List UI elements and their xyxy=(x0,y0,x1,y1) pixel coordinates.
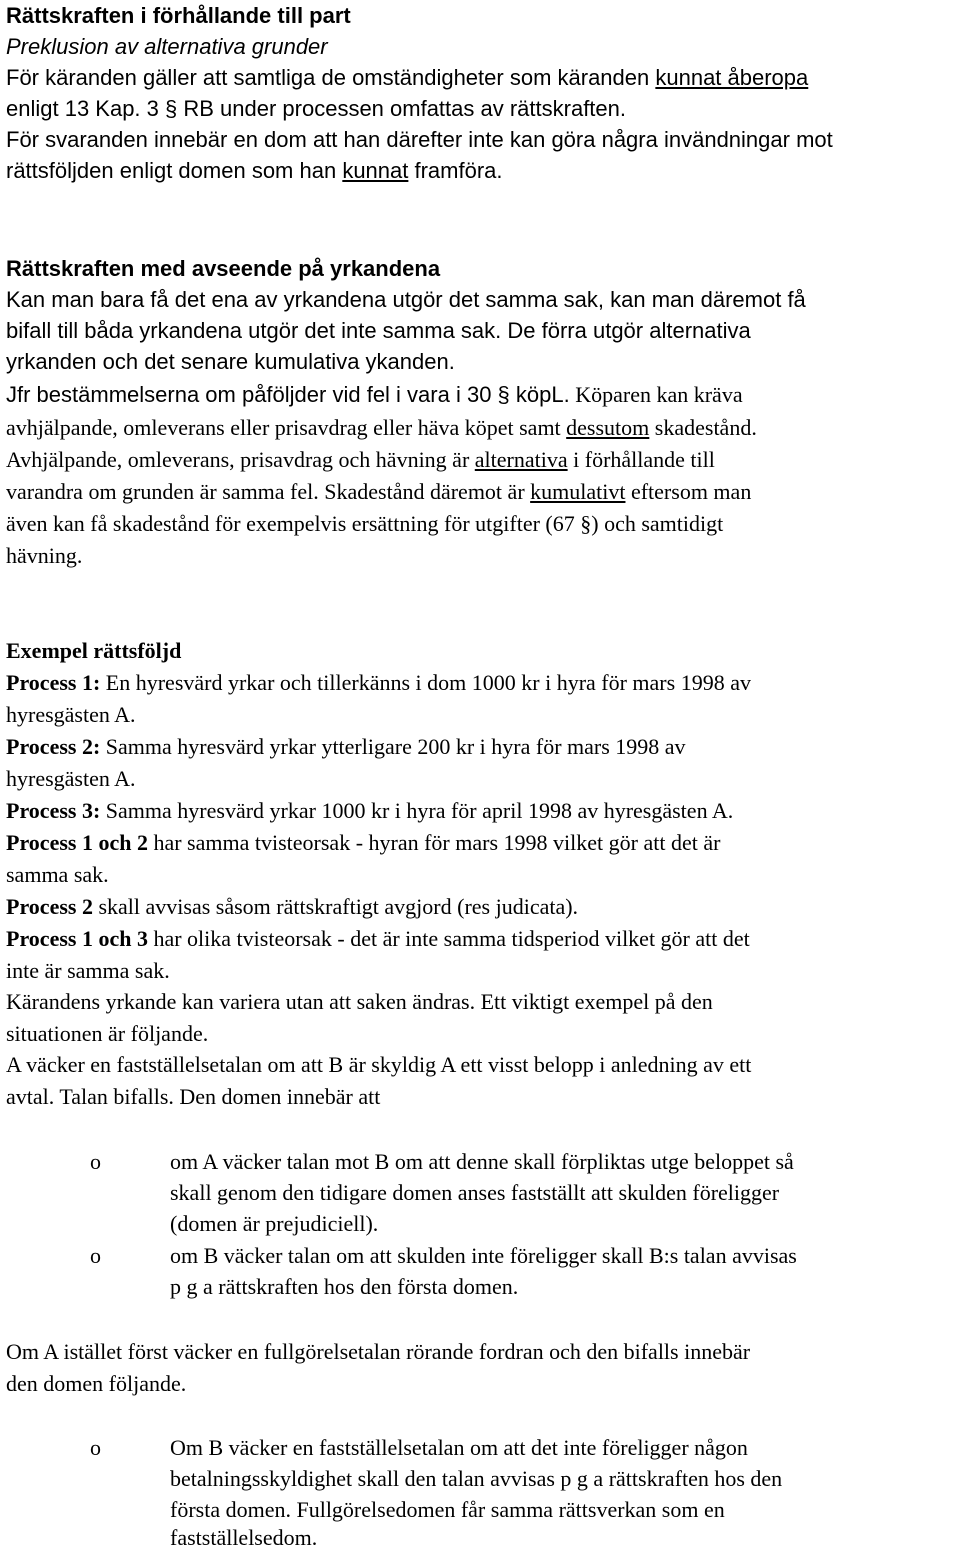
paragraph-line: avhjälpande, omleverans eller prisavdrag eller häva köpet samt dessutom skadestånd. xyxy=(6,415,757,440)
list-item-line: skall genom den tidigare domen anses fastställt att skulden föreligger xyxy=(170,1180,780,1205)
section-title-yrkandena: Rättskraften med avseende på yrkandena xyxy=(6,256,441,281)
paragraph-line: även kan få skadestånd för exempelvis ersättning för utgifter (67 §) och samtidigt xyxy=(6,511,724,536)
list-bullet: o xyxy=(90,1435,101,1460)
paragraph-line: bifall till båda yrkandena utgör det inte samma sak. De förra utgör alternativa xyxy=(6,318,751,343)
list-item-line: Om B väcker en fastställelsetalan om att det inte föreligger någon xyxy=(170,1435,748,1460)
paragraph-line: Process 1 och 2 har samma tvisteorsak - hyran för mars 1998 vilket gör att det är xyxy=(6,830,721,855)
paragraph-line: rättsföljden enligt domen som han kunnat framföra. xyxy=(6,158,503,183)
list-item-line: om A väcker talan mot B om att denne skall förpliktas utge beloppet så xyxy=(170,1149,794,1174)
paragraph-line: varandra om grunden är samma fel. Skadestånd däremot är kumulativt eftersom man xyxy=(6,479,752,504)
list-item-line: om B väcker talan om att skulden inte föreligger skall B:s talan avvisas xyxy=(170,1243,797,1268)
section-title-exempel: Exempel rättsföljd xyxy=(6,638,182,663)
paragraph-line: A väcker en fastställelsetalan om att B är skyldig A ett visst belopp i anledning av ett xyxy=(6,1052,752,1077)
paragraph-line: Kan man bara få det ena av yrkandena utgör det samma sak, kan man däremot få xyxy=(6,287,806,312)
paragraph-line: Process 2: Samma hyresvärd yrkar ytterligare 200 kr i hyra för mars 1998 av xyxy=(6,734,686,759)
paragraph-line: Jfr bestämmelserna om påföljder vid fel i vara i 30 § köpL. Köparen kan kräva xyxy=(6,382,743,407)
list-item-line: betalningsskyldighet skall den talan avvisas p g a rättskraften hos den xyxy=(170,1466,783,1491)
paragraph-line: Process 1 och 3 har olika tvisteorsak - det är inte samma tidsperiod vilket gör att det xyxy=(6,926,750,951)
list-item-line: (domen är prejudiciell). xyxy=(170,1211,379,1236)
paragraph-line: Avhjälpande, omleverans, prisavdrag och hävning är alternativa i förhållande till xyxy=(6,447,715,472)
list-bullet: o xyxy=(90,1243,101,1268)
paragraph-line: inte är samma sak. xyxy=(6,958,170,983)
paragraph-line: hyresgästen A. xyxy=(6,766,136,791)
paragraph-line: situationen är följande. xyxy=(6,1021,209,1046)
paragraph-line: För svaranden innebär en dom att han därefter inte kan göra några invändningar mot xyxy=(6,127,833,152)
paragraph-line: Process 2 skall avvisas såsom rättskraftigt avgjord (res judicata). xyxy=(6,894,579,919)
paragraph-line: hävning. xyxy=(6,543,83,568)
paragraph-line: hyresgästen A. xyxy=(6,702,136,727)
list-item-line: p g a rättskraften hos den första domen. xyxy=(170,1274,519,1299)
subtitle-preklusion: Preklusion av alternativa grunder xyxy=(6,34,328,59)
section-title-part: Rättskraften i förhållande till part xyxy=(6,3,351,28)
paragraph-line: För käranden gäller att samtliga de omständigheter som käranden kunnat åberopa xyxy=(6,65,809,90)
paragraph-line: samma sak. xyxy=(6,862,109,887)
paragraph-line: Om A istället först väcker en fullgörelsetalan rörande fordran och den bifalls innebär xyxy=(6,1339,751,1364)
paragraph-line: enligt 13 Kap. 3 § RB under processen omfattas av rättskraften. xyxy=(6,96,627,121)
paragraph-line: Kärandens yrkande kan variera utan att saken ändras. Ett viktigt exempel på den xyxy=(6,989,713,1014)
list-item-line: fastställelsedom. xyxy=(170,1525,318,1550)
paragraph-line: den domen följande. xyxy=(6,1371,187,1396)
paragraph-line: Process 1: En hyresvärd yrkar och tillerkänns i dom 1000 kr i hyra för mars 1998 av xyxy=(6,670,751,695)
paragraph-line: yrkanden och det senare kumulativa ykanden. xyxy=(6,349,455,374)
list-item-line: första domen. Fullgörelsedomen får samma rättsverkan som en xyxy=(170,1497,725,1522)
paragraph-line: avtal. Talan bifalls. Den domen innebär att xyxy=(6,1084,381,1109)
list-bullet: o xyxy=(90,1149,101,1174)
paragraph-line: Process 3: Samma hyresvärd yrkar 1000 kr i hyra för april 1998 av hyresgästen A. xyxy=(6,798,734,823)
